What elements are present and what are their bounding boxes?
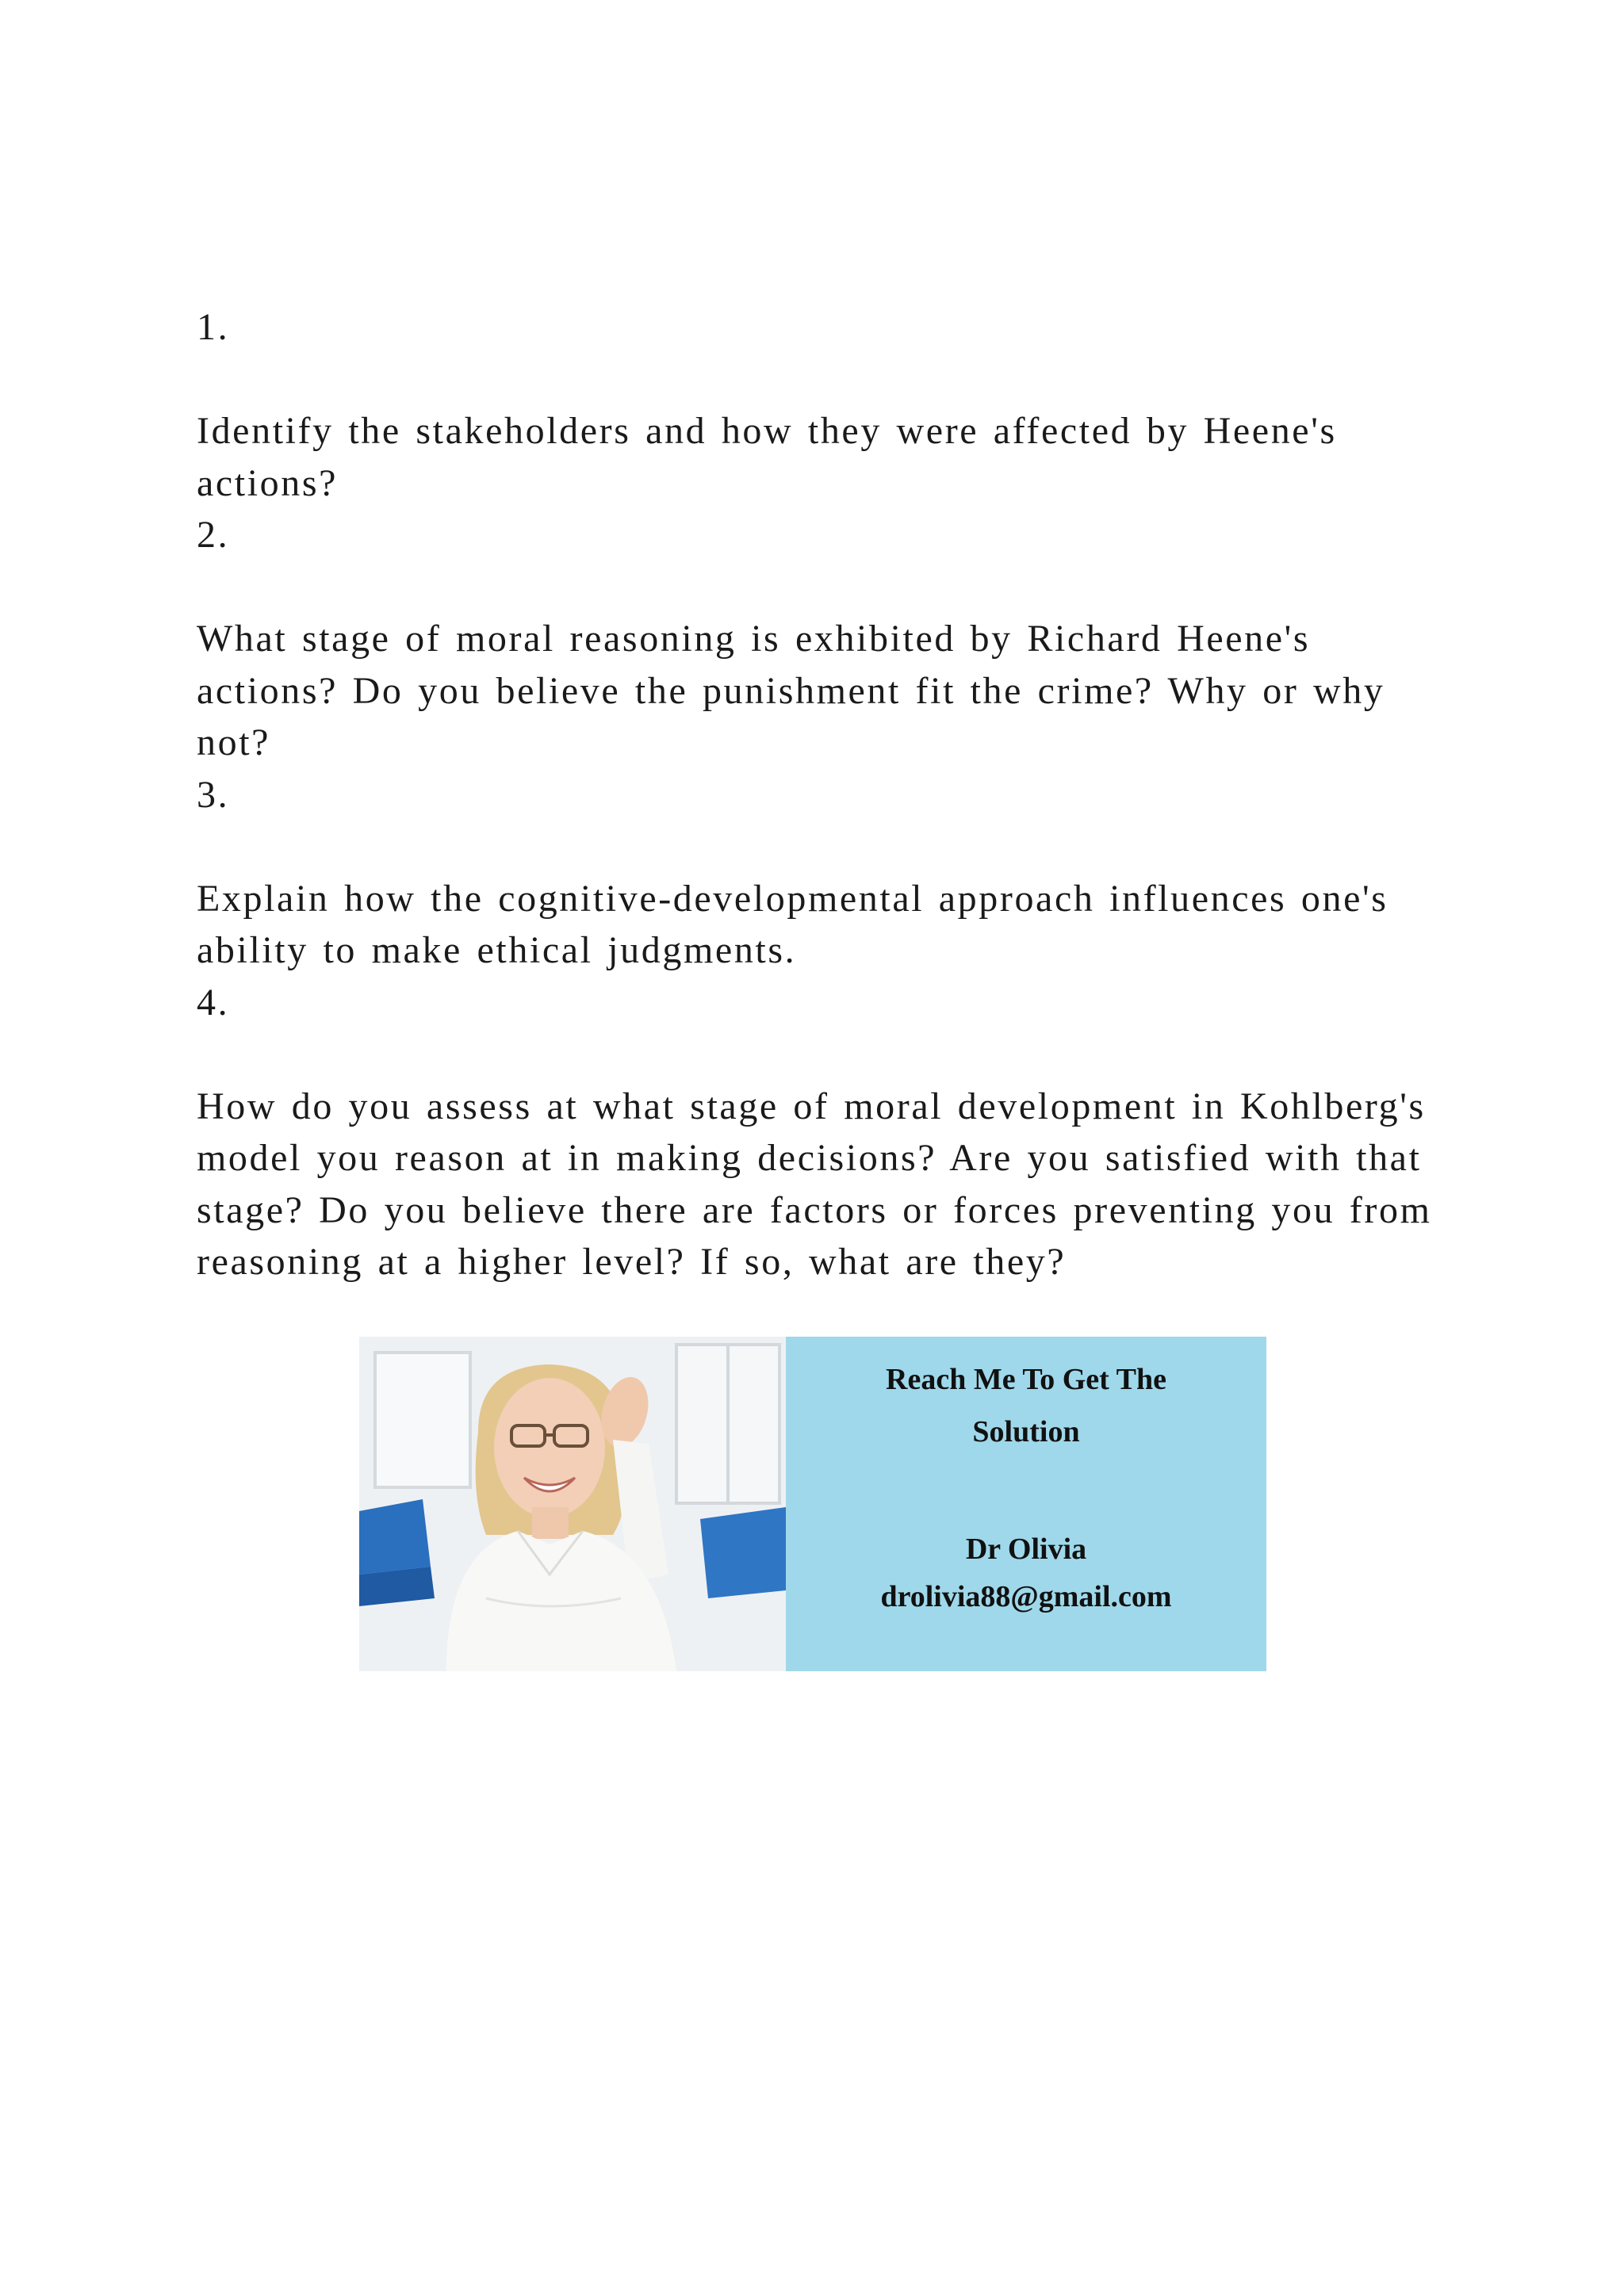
contact-name: Dr Olivia <box>965 1533 1087 1566</box>
woman-portrait-photo <box>359 1337 786 1671</box>
question-list <box>197 301 1465 1288</box>
question-number-4: 4. <box>197 981 230 1024</box>
portrait-illustration <box>359 1337 786 1671</box>
question-text-4: How do you assess at what stage of moral development in Kohlberg's model you reason at in making decisions? Are you satisfied with that stage? Do you believe there are factors or forces preventing you from reasoning at a higher level? If so, what are they? <box>197 1085 1447 1283</box>
spacer <box>197 354 1465 406</box>
question-text-2: What stage of moral reasoning is exhibited by Richard Heene's actions? Do you believe the punishment fit the crime? Why or why not? <box>197 618 1400 763</box>
call-to-action-line-2: Solution <box>972 1415 1080 1448</box>
spacer <box>197 561 1465 614</box>
call-to-action-line-1: Reach Me To Get The <box>886 1363 1166 1396</box>
contact-email[interactable]: drolivia88@gmail.com <box>880 1580 1172 1613</box>
question-number-2: 2. <box>197 514 230 556</box>
question-number-3: 3. <box>197 773 230 816</box>
spacer <box>197 1028 1465 1081</box>
spacer <box>197 821 1465 873</box>
contact-info-panel <box>786 1337 1266 1671</box>
question-number-1: 1. <box>197 306 230 348</box>
contact-banner <box>359 1337 1266 1671</box>
question-text-3: Explain how the cognitive-developmental approach influences one's ability to make ethical judgments. <box>197 877 1404 971</box>
question-text-1: Identify the stakeholders and how they were affected by Heene's actions? <box>197 410 1352 504</box>
